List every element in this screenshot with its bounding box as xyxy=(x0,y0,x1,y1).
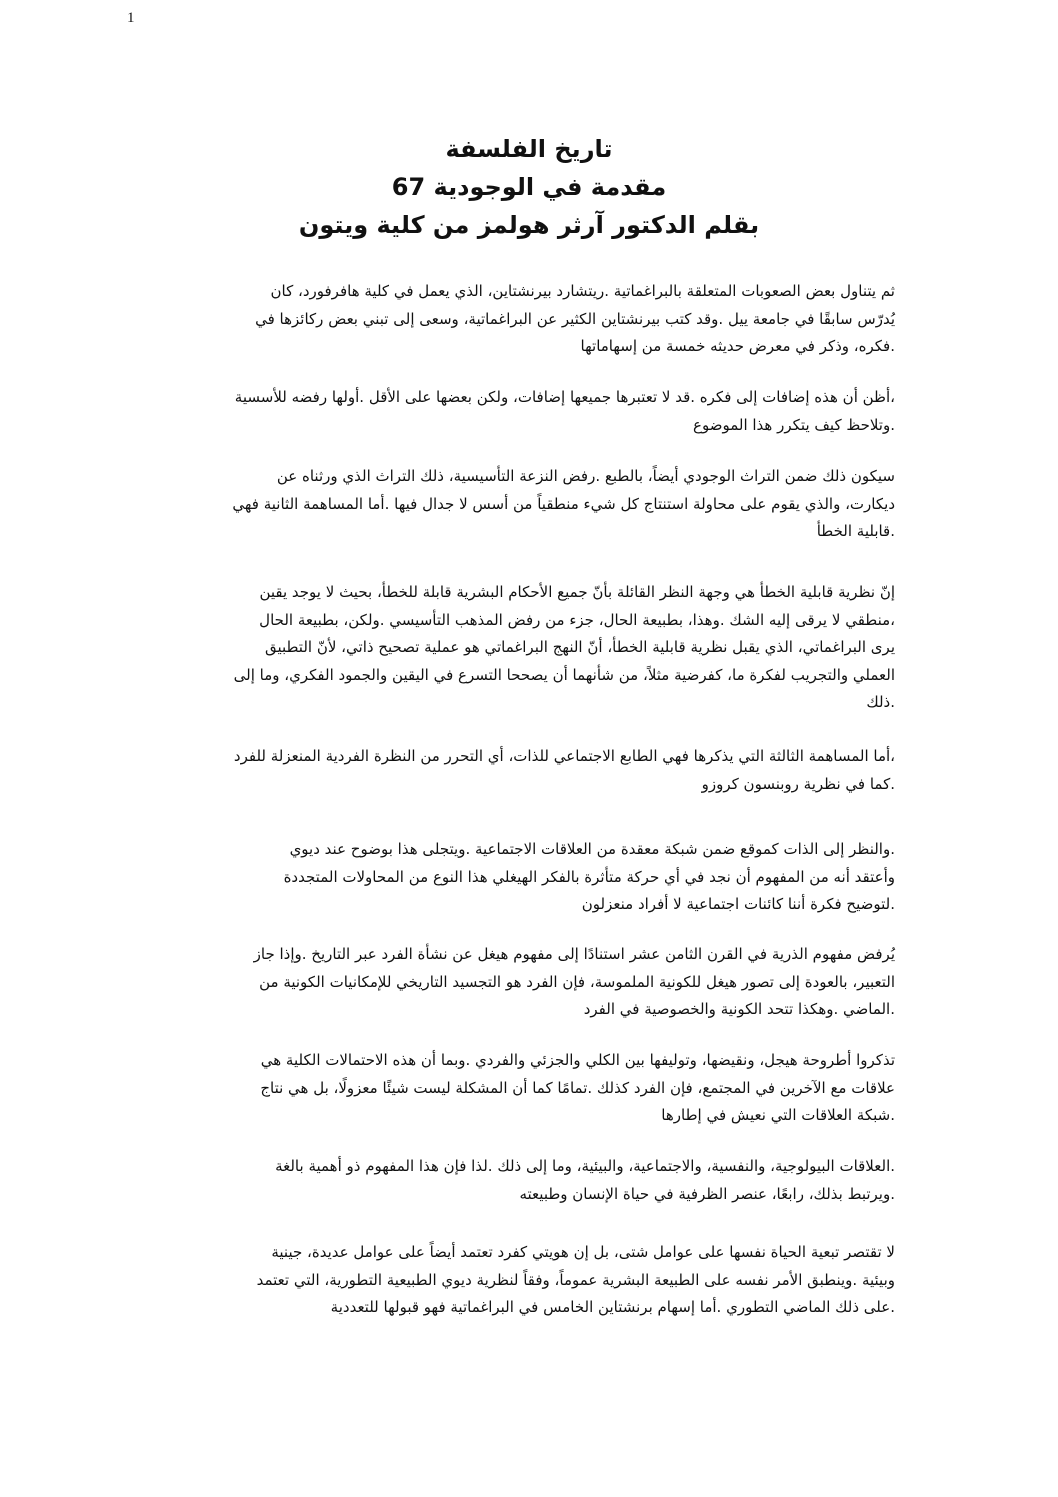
text-line: .شبكة العلاقات التي نعيش في إطارها xyxy=(661,1106,895,1124)
document-title xyxy=(0,130,1058,244)
paragraph xyxy=(150,278,895,361)
page-number: 1 xyxy=(127,10,135,26)
text-line: يُرفض مفهوم الذرية في القرن الثامن عشر استنادًا إلى مفهوم هيغل عن نشأة الفرد عبر التاريخ .وإذا جاز xyxy=(253,945,895,963)
paragraph xyxy=(150,1239,895,1322)
text-line: .ويرتبط بذلك، رابعًا، عنصر الظرفية في حياة الإنسان وطبيعته xyxy=(519,1184,895,1203)
paragraph xyxy=(150,743,895,798)
subtitle-line: مقدمة في الوجودية 67 xyxy=(391,173,667,201)
text-line: .ذلك xyxy=(866,693,895,711)
paragraph xyxy=(150,384,895,439)
text-line: سيكون ذلك ضمن التراث الوجودي أيضاً، بالطبع .رفض النزعة التأسيسية، ذلك التراث الذي ورثناه عن xyxy=(276,467,895,485)
text-line: التعبير، بالعودة إلى تصور هيغل للكونية الملموسة، فإن الفرد هو التجسيد التاريخي للإمكانيات الكونية من xyxy=(259,972,895,991)
text-line: ديكارت، والذي يقوم على محاولة استنتاج كل شيء منطقياً من أسس لا جدال فيها .أما المساهمة الثانية فهي xyxy=(232,494,895,513)
text-line: .لتوضيح فكرة أننا كائنات اجتماعية لا أفراد منعزلون xyxy=(581,895,895,913)
text-line: .على ذلك الماضي التطوري .أما إسهام برنشتاين الخامس في البراغماتية فهو قبولها للتعددية xyxy=(330,1298,895,1316)
text-line: ،أما المساهمة الثالثة التي يذكرها فهي الطابع الاجتماعي للذات، أي التحرر من النظرة الفردية المنعزلة للفرد xyxy=(233,747,895,765)
text-line: .وتلاحظ كيف يتكرر هذا الموضوع xyxy=(693,415,895,434)
paragraph xyxy=(150,836,895,919)
text-line: ،منطقي لا يرقى إليه الشك .وهذا، بطبيعة الحال، جزء من رفض المذهب التأسيسي .ولكن، بطبيعة الحال xyxy=(259,610,895,629)
text-line: العملي والتجريب لفكرة ما، كفرضية مثلاً، من شأنهما أن يصححا التسرع في اليقين والجمود الفكري، وما إلى xyxy=(233,665,895,684)
text-line: يُدرّس سابقًا في جامعة ييل .وقد كتب بيرنشتاين الكثير عن البراغماتية، وسعى إلى تبني بعض ركائزها في xyxy=(255,309,895,328)
text-line: ثم يتناول بعض الصعوبات المتعلقة بالبراغماتية .ريتشارد بيرنشتاين، الذي يعمل في كلية هافرفورد، كان xyxy=(270,282,895,300)
text-line: .قابلية الخطأ xyxy=(816,522,895,540)
text-line: وبيئية .وينطبق الأمر نفسه على الطبيعة البشرية عموماً، وفقاً لنظرية ديوي الطبيعية التطورية، التي تعتمد xyxy=(256,1270,895,1289)
paragraph xyxy=(150,1047,895,1130)
text-line: لا تقتصر تبعية الحياة نفسها على عوامل شتى، بل إن هويتي كفرد تعتمد أيضاً على عوامل عديدة، جينية xyxy=(271,1243,895,1261)
text-line: يرى البراغماتي، الذي يقبل نظرية قابلية الخطأ، أنّ النهج البراغماتي هو عملية تصحيح ذاتي، لأنّ التطبيق xyxy=(264,638,895,656)
paragraph xyxy=(150,1153,895,1208)
text-line: .فكره، وذكر في معرض حديثه خمسة من إسهاماتها xyxy=(580,337,895,355)
text-line: .العلاقات البيولوجية، والنفسية، والاجتماعية، والبيئية، وما إلى ذلك .لذا فإن هذا المفهوم ذو أهمية بالغة xyxy=(275,1157,895,1175)
text-line: .والنظر إلى الذات كموقع ضمن شبكة معقدة من العلاقات الاجتماعية .ويتجلى هذا بوضوح عند ديوي xyxy=(289,840,895,858)
paragraph xyxy=(150,463,895,546)
text-line: تذكروا أطروحة هيجل، ونقيضها، وتوليفها بين الكلي والجزئي والفردي .وبما أن هذه الاحتمالات الكلية هي xyxy=(260,1051,895,1069)
paragraph xyxy=(150,941,895,1024)
text-line: إنّ نظرية قابلية الخطأ هي وجهة النظر القائلة بأنّ جميع الأحكام البشرية قابلة للخطأ، بحيث لا يوجد يقين xyxy=(259,583,895,601)
paragraph xyxy=(150,579,895,717)
title-line: تاريخ الفلسفة xyxy=(445,135,613,163)
text-line: علاقات مع الآخرين في المجتمع، فإن الفرد كذلك .تمامًا كما أن المشكلة ليست شيئًا معزولًا، بل هي نتاج xyxy=(260,1078,895,1097)
text-line: .الماضي .وهكذا تتحد الكونية والخصوصية في الفرد xyxy=(583,1000,895,1018)
text-line: وأعتقد أنه من المفهوم أن نجد في أي حركة متأثرة بالفكر الهيغلي هذا النوع من المحاولات المتجددة xyxy=(283,867,895,886)
text-line: ،أظن أن هذه إضافات إلى فكره .قد لا تعتبرها جميعها إضافات، ولكن بعضها على الأقل .أولها رفضه للأسسية xyxy=(234,388,895,406)
author-line: بقلم الدكتور آرثر هولمز من كلية ويتون xyxy=(298,211,760,239)
text-line: .كما في نظرية روبنسون كروزو xyxy=(701,774,895,793)
